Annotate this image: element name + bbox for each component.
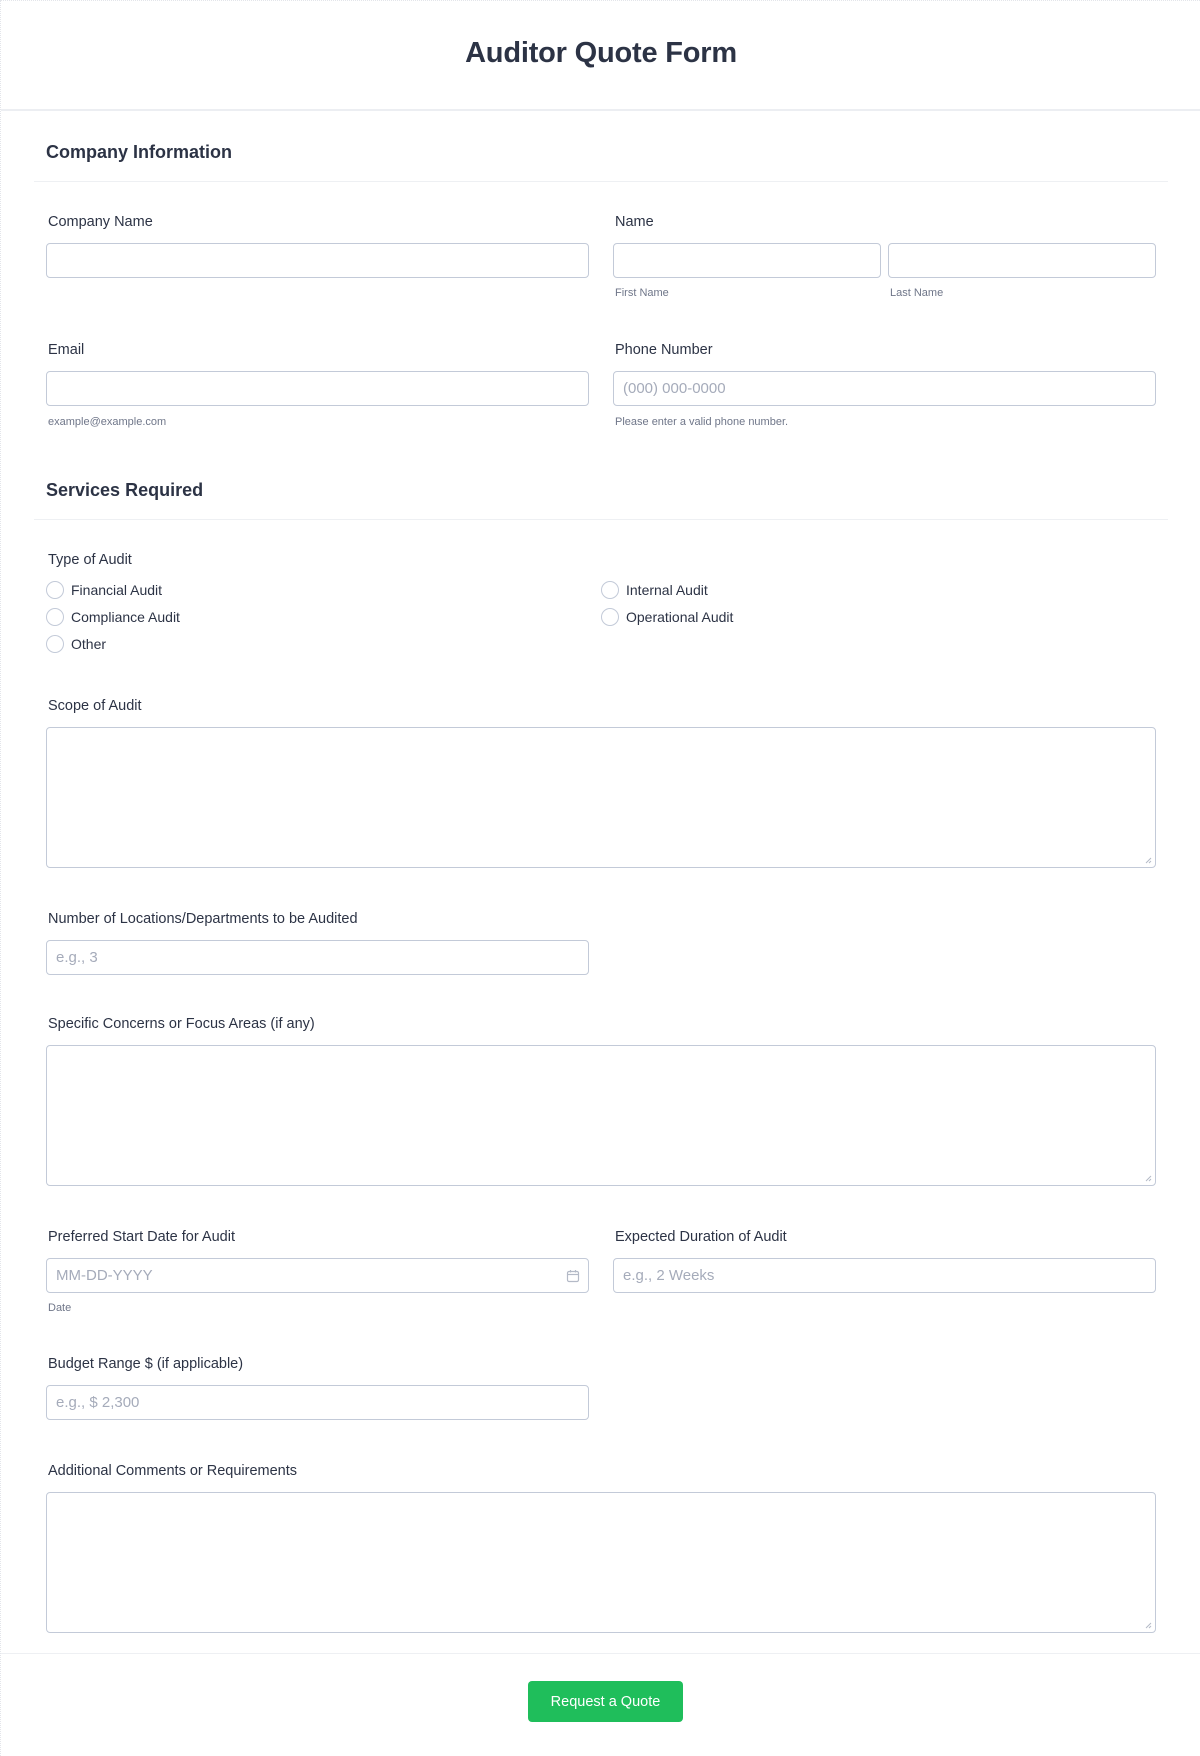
locations-label: Number of Locations/Departments to be Audited xyxy=(48,911,358,927)
radio-financial-audit[interactable] xyxy=(46,581,162,599)
radio-circle-icon[interactable] xyxy=(601,581,619,599)
radio-label: Operational Audit xyxy=(626,609,734,625)
resize-grip-icon[interactable] xyxy=(1144,856,1152,864)
last-name-input[interactable] xyxy=(888,243,1156,278)
scope-textarea[interactable] xyxy=(46,727,1156,868)
last-name-sublabel: Last Name xyxy=(890,287,944,299)
first-name-input[interactable] xyxy=(613,243,881,278)
radio-internal-audit[interactable] xyxy=(601,581,708,599)
phone-sublabel: Please enter a valid phone number. xyxy=(615,416,789,428)
budget-input[interactable] xyxy=(46,1385,589,1420)
section-title-company-information: Company Information xyxy=(46,142,233,162)
radio-circle-icon[interactable] xyxy=(46,608,64,626)
locations-input[interactable] xyxy=(46,940,589,975)
phone-label: Phone Number xyxy=(615,342,713,358)
form-header xyxy=(1,1,1200,111)
email-label: Email xyxy=(48,342,85,358)
radio-circle-icon[interactable] xyxy=(46,635,64,653)
radio-label: Compliance Audit xyxy=(71,609,180,625)
section-title-services-required: Services Required xyxy=(46,480,204,500)
type-of-audit-label: Type of Audit xyxy=(48,552,132,568)
resize-grip-icon[interactable] xyxy=(1144,1621,1152,1629)
start-date-input[interactable] xyxy=(46,1258,589,1293)
duration-input[interactable] xyxy=(613,1258,1156,1293)
email-input[interactable] xyxy=(46,371,589,406)
radio-label: Other xyxy=(71,636,107,652)
company-name-label: Company Name xyxy=(48,214,153,230)
phone-input[interactable] xyxy=(613,371,1156,406)
page-title: Auditor Quote Form xyxy=(465,37,737,69)
concerns-textarea[interactable] xyxy=(46,1045,1156,1186)
budget-label: Budget Range $ (if applicable) xyxy=(48,1356,244,1372)
radio-label: Internal Audit xyxy=(626,582,708,598)
comments-label: Additional Comments or Requirements xyxy=(48,1463,298,1479)
radio-other[interactable] xyxy=(46,635,106,653)
concerns-label: Specific Concerns or Focus Areas (if any) xyxy=(48,1016,315,1032)
company-name-input[interactable] xyxy=(46,243,589,278)
footer-divider xyxy=(1,1653,1200,1654)
scope-label: Scope of Audit xyxy=(48,698,142,714)
name-label: Name xyxy=(615,214,654,230)
resize-grip-icon[interactable] xyxy=(1144,1174,1152,1182)
email-sublabel: example@example.com xyxy=(48,416,167,428)
radio-operational-audit[interactable] xyxy=(601,608,733,626)
duration-label: Expected Duration of Audit xyxy=(615,1229,787,1245)
request-quote-button[interactable]: Request a Quote xyxy=(528,1681,683,1722)
section-divider xyxy=(34,181,1168,182)
radio-compliance-audit[interactable] xyxy=(46,608,180,626)
calendar-icon[interactable] xyxy=(566,1269,580,1283)
radio-circle-icon[interactable] xyxy=(601,608,619,626)
start-date-sublabel: Date xyxy=(48,1302,72,1314)
start-date-label: Preferred Start Date for Audit xyxy=(48,1229,235,1245)
radio-label: Financial Audit xyxy=(71,582,163,598)
comments-textarea[interactable] xyxy=(46,1492,1156,1633)
radio-circle-icon[interactable] xyxy=(46,581,64,599)
section-divider xyxy=(34,519,1168,520)
first-name-sublabel: First Name xyxy=(615,287,669,299)
